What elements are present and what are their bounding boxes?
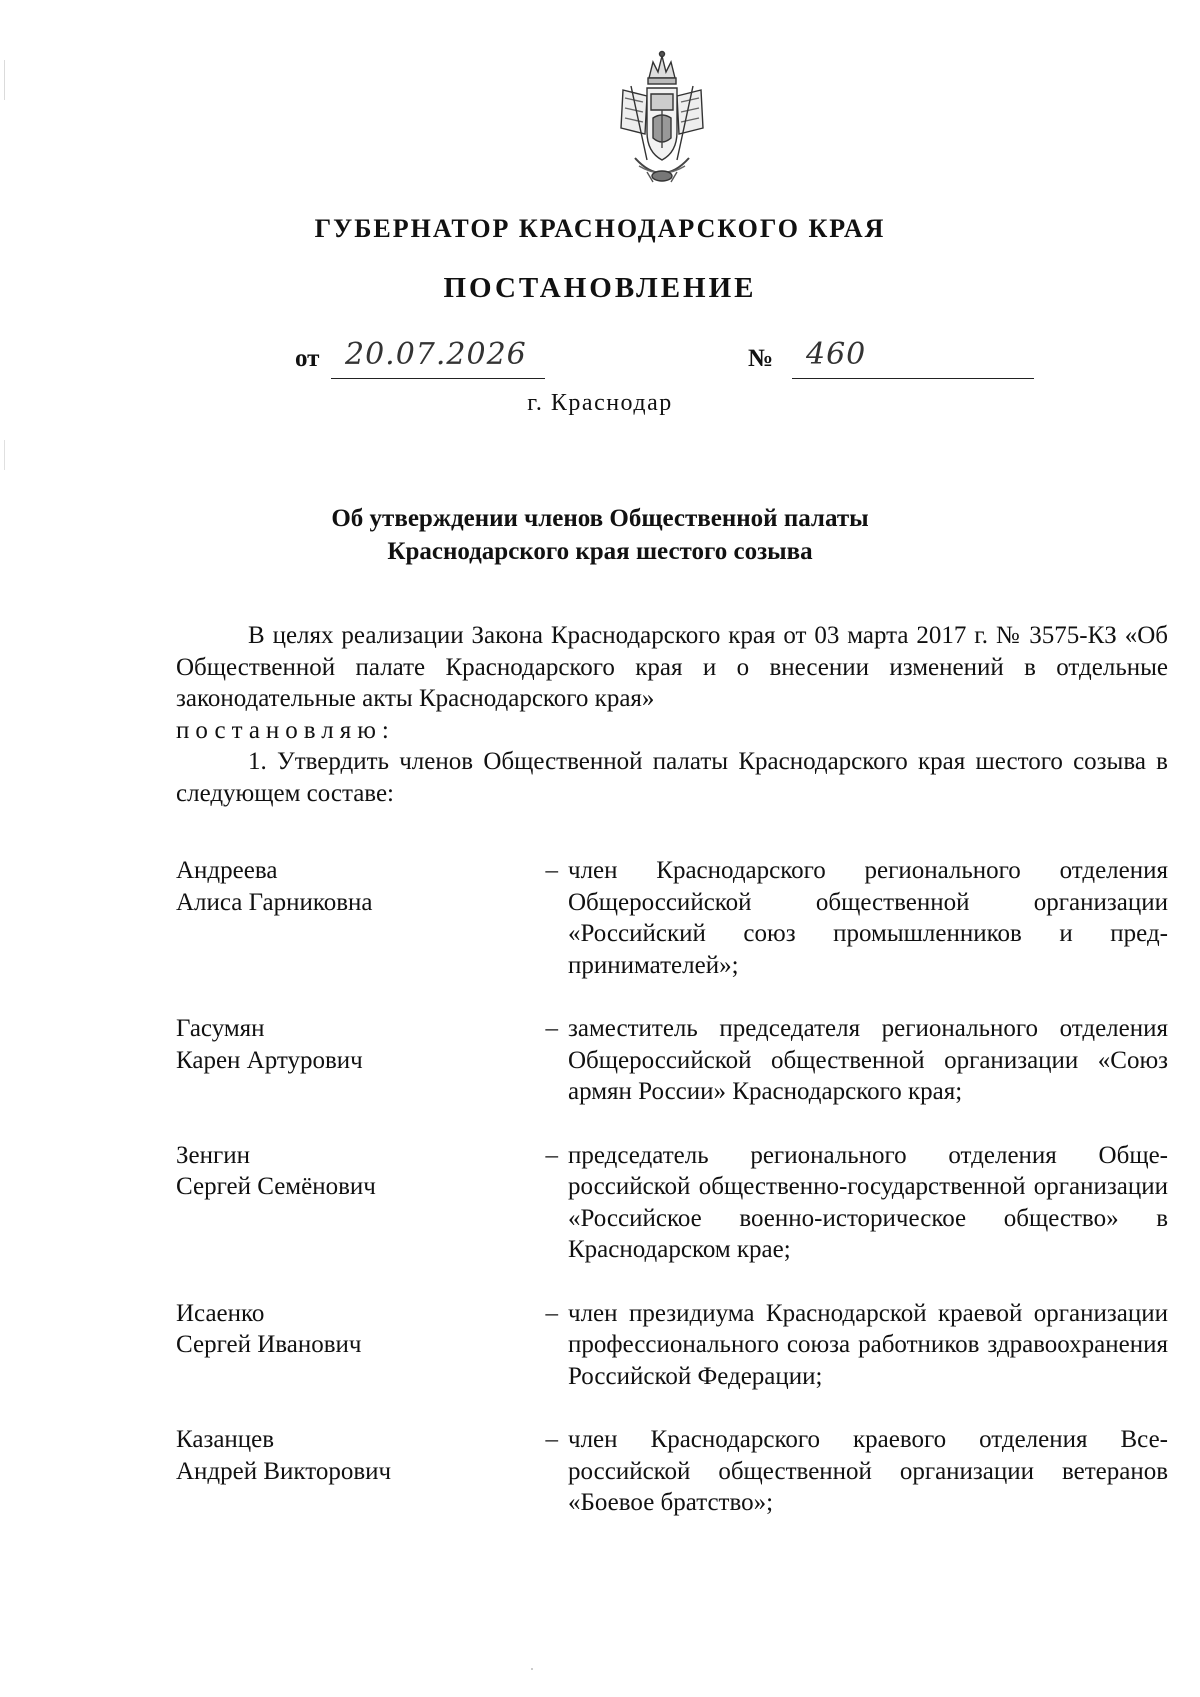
member-given-names: Сергей Семёнович xyxy=(176,1173,376,1200)
coat-of-arms-emblem xyxy=(613,48,711,190)
member-role: заместитель председателя регионального отделения Общероссийской общественной организации «Союз армян России» Краснодарского края; xyxy=(568,1015,1168,1105)
title-line-1: Об утверждении членов Общественной палаты xyxy=(331,505,869,532)
member-entry xyxy=(176,1140,1168,1266)
member-surname: Исаенко xyxy=(176,1299,265,1327)
member-name xyxy=(176,1424,526,1519)
member-dash: – xyxy=(545,1299,558,1327)
handwritten-number: 460 xyxy=(806,337,867,372)
member-role: член Краснодарского регионального отделения Общероссийской общественной организации «Российский союз промышленников и предпринимателей»; xyxy=(568,857,1168,979)
member-name xyxy=(176,1298,526,1393)
member-name xyxy=(176,1013,526,1108)
member-given-names: Алиса Гарниковна xyxy=(176,888,373,916)
issuing-authority: ГУБЕРНАТОР КРАСНОДАРСКОГО КРАЯ xyxy=(314,214,886,243)
member-entry xyxy=(176,1013,1168,1108)
member-surname: Казанцев xyxy=(176,1426,275,1453)
scan-mark xyxy=(4,60,5,100)
preamble-paragraph: В целях реализации Закона Краснодарского края от 03 марта 2017 г. № 3575-КЗ «Об Общественной палате Краснодарского края и о внесении изменений в отдельные законодательные акты Краснодарского края» xyxy=(176,622,1168,712)
member-name xyxy=(176,855,526,981)
scan-mark xyxy=(531,1668,533,1670)
decree-word: постановляю: xyxy=(176,716,395,744)
member-entry xyxy=(176,1424,1168,1519)
document-type: ПОСТАНОВЛЕНИЕ xyxy=(443,272,757,304)
member-surname: Гасумян xyxy=(176,1015,265,1042)
date-number-row xyxy=(295,335,1035,379)
handwritten-date: 20.07.2026 xyxy=(345,337,527,372)
number-field xyxy=(792,338,1034,379)
member-given-names: Андрей Викторович xyxy=(176,1457,392,1485)
member-role: член Краснодарского краевого отделения Всероссийской общественной организации ветеранов «Боевое братство»; xyxy=(568,1426,1168,1516)
member-surname: Зенгин xyxy=(176,1141,251,1169)
member-dash: – xyxy=(545,1015,558,1042)
date-label: от xyxy=(295,345,320,372)
member-given-names: Карен Артурович xyxy=(176,1046,363,1074)
number-label: № xyxy=(748,345,774,372)
member-dash: – xyxy=(545,1141,558,1169)
item-1-paragraph: 1. Утвердить членов Общественной палаты Краснодарского края шестого созыва в следующем составе: xyxy=(176,748,1168,807)
member-dash: – xyxy=(545,1426,558,1453)
member-role: член президиума Краснодарской краевой организации профессионального союза работников здравоохранения Российской Федерации; xyxy=(568,1299,1168,1390)
member-given-names: Сергей Иванович xyxy=(176,1331,362,1358)
member-name xyxy=(176,1140,526,1266)
title-line-2: Краснодарского края шестого созыва xyxy=(387,538,813,565)
member-entry xyxy=(176,1298,1168,1393)
document-body xyxy=(176,620,1168,809)
city-line: г. Краснодар xyxy=(527,390,673,416)
date-field xyxy=(331,338,545,379)
member-role: председатель регионального отделения Общероссийской общественно-государственной организации «Российское военно-историческое общество» в Краснодарском крае; xyxy=(568,1141,1168,1263)
members-list xyxy=(176,855,1168,1551)
member-surname: Андреева xyxy=(176,857,278,884)
member-dash: – xyxy=(545,857,558,884)
scan-mark xyxy=(4,440,5,470)
member-entry xyxy=(176,855,1168,981)
document-title xyxy=(0,502,1200,568)
